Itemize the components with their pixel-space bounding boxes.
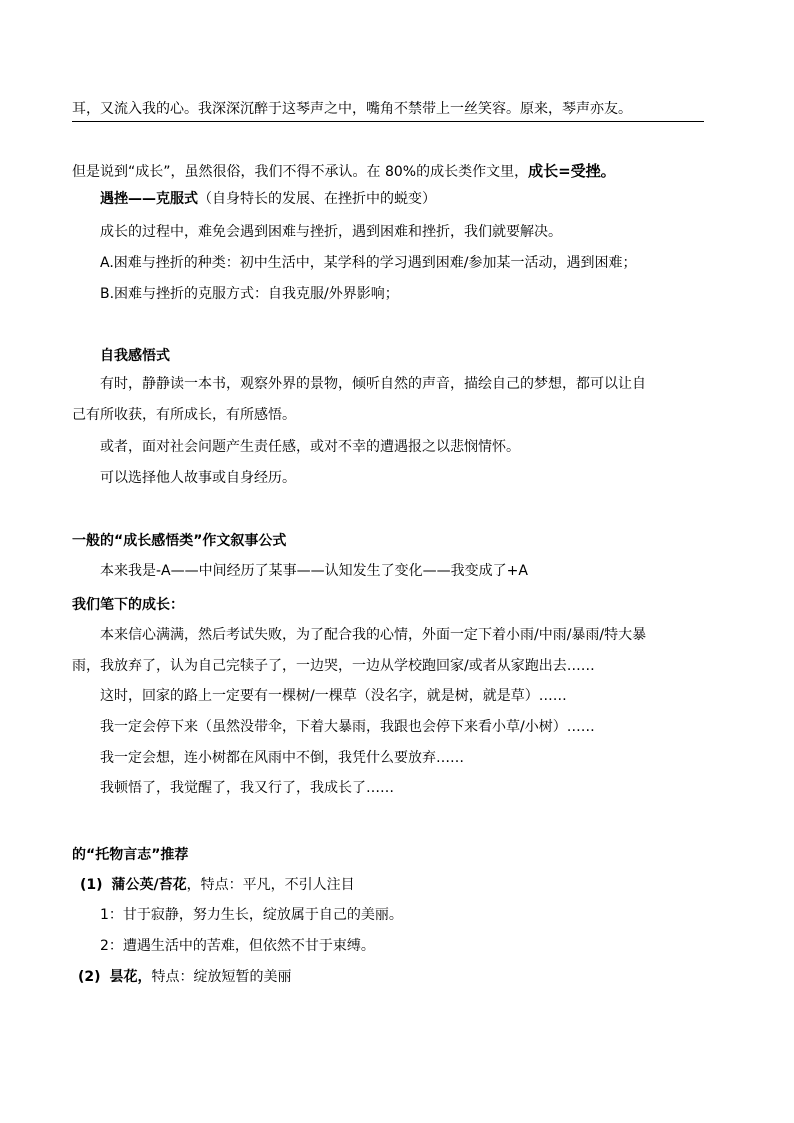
section5-item1: [80, 875, 355, 895]
section4-line: 我一定会停下来（虽然没带伞，下着大暴雨，我跟也会停下来看小草/小树）……: [100, 719, 595, 735]
section2-heading: 自我感悟式: [100, 348, 170, 364]
item1-name: 蒲公英/苔花: [111, 877, 187, 893]
top-continuation-line: 耳，又流入我的心。我深深沉醉于这琴声之中，嘴角不禁带上一丝笑容。原来，琴声亦友。: [72, 101, 632, 117]
item1-point: 1：甘于寂静，努力生长，绽放属于自己的美丽。: [100, 907, 403, 923]
section1-line: B.困难与挫折的克服方式：自我克服/外界影响；: [100, 286, 399, 302]
section2-line: 可以选择他人故事或自身经历。: [100, 470, 296, 486]
section5-heading: 的“托物言志”推荐: [72, 847, 189, 863]
section5-item2: [78, 967, 291, 987]
section4-line: 我一定会想，连小树都在风雨中不倒，我凭什么要放弃……: [100, 750, 464, 766]
item1-number: (1): [80, 877, 103, 893]
item1-feature: ，特点：平凡，不引人注目: [186, 877, 355, 893]
underline-rule: [72, 121, 704, 122]
section2-line: 己有所收获，有所成长，有所感悟。: [72, 407, 296, 423]
item2-feature: 特点：绽放短暂的美丽: [151, 969, 292, 985]
section2-line: 或者，面对社会问题产生责任感，或对不幸的遭遇报之以悲悯情怀。: [100, 439, 520, 455]
intro-paragraph: [72, 161, 616, 182]
section1-heading-line: [100, 189, 436, 209]
section4-line: 雨，我放弃了，认为自己完犊子了，一边哭，一边从学校跑回家/或者从家跑出去……: [72, 658, 595, 674]
item1-point: 2：遭遇生活中的苦难，但依然不甘于束缚。: [100, 938, 375, 954]
section1-heading-note: （自身特长的发展、在挫折中的蜕变）: [198, 191, 436, 207]
section3-heading: 一般的“成长感悟类”作文叙事公式: [72, 533, 287, 549]
section4-heading: 我们笔下的成长：: [72, 597, 184, 613]
intro-bold-text: 成长=受挫。: [528, 162, 616, 180]
section1-line: A.困难与挫折的种类：初中生活中，某学科的学习遇到困难/参加某一活动，遇到困难；: [100, 255, 637, 271]
section2-line: 有时，静静读一本书，观察外界的景物，倾听自然的声音，描绘自己的梦想，都可以让自: [100, 376, 646, 392]
section1-heading: 遇挫——克服式: [100, 191, 198, 207]
section1-line: 成长的过程中，难免会遇到困难与挫折，遇到困难和挫折，我们就要解决。: [100, 224, 562, 240]
section4-line: 我顿悟了，我觉醒了，我又行了，我成长了……: [100, 780, 394, 796]
item2-name: 昙花，: [109, 969, 152, 985]
item2-number: (2): [78, 969, 101, 985]
section3-formula: 本来我是-A——中间经历了某事——认知发生了变化——我变成了+A: [100, 563, 528, 579]
section4-line: 本来信心满满，然后考试失败，为了配合我的心情，外面一定下着小雨/中雨/暴雨/特大暴: [100, 627, 647, 643]
intro-text: 但是说到“成长”，虽然很俗，我们不得不承认。在 80%的成长类作文里，: [72, 164, 529, 180]
section4-line: 这时，回家的路上一定要有一棵树/一棵草（没名字，就是树，就是草）……: [100, 688, 567, 704]
